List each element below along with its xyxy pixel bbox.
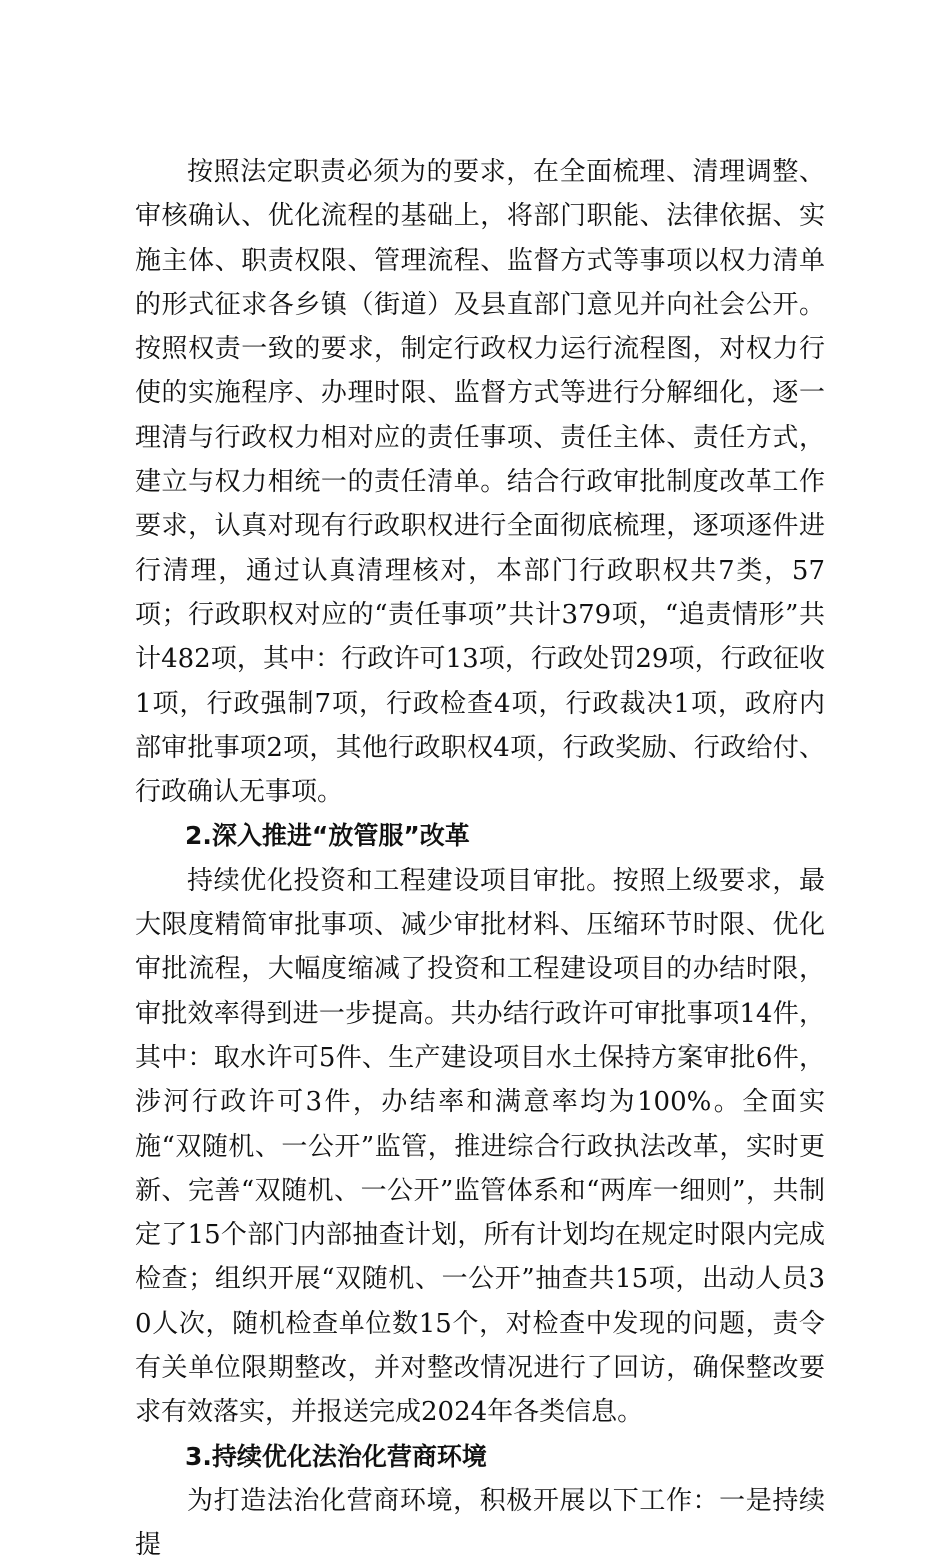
body-paragraph-2: 持续优化投资和工程建设项目审批。按照上级要求，最大限度精简审批事项、减少审批材料、压缩环节时限、优化审批流程，大幅度缩减了投资和工程建设项目的办结时限，审批效率得到进一步提高。共办结行政许可审批事项14件，其中：取水许可5件、生产建设项目水土保持方案审批6件，涉河行政许可3件，办结率和满意率均为100%。全面实施“双随机、一公开”监管，推进综合行政执法改革，实时更新、完善“双随机、一公开”监管体系和“两库一细则”，共制定了15个部门内部抽查计划，所有计划均在规定时限内完成检查；组织开展“双随机、一公开”抽查共15项，出动人员30人次，随机检查单位数15个，对检查中发现的问题，责令有关单位限期整改，并对整改情况进行了回访，确保整改要求有效落实，并报送完成2024年各类信息。 [135,865,825,1428]
section-heading-3: 3.持续优化法治化营商环境 [185,1441,487,1471]
document-body [135,150,825,1568]
body-paragraph-1: 按照法定职责必须为的要求，在全面梳理、清理调整、审核确认、优化流程的基础上，将部门职能、法律依据、实施主体、职责权限、管理流程、监督方式等事项以权力清单的形式征求各乡镇（街道）及县直部门意见并向社会公开。按照权责一致的要求，制定行政权力运行流程图，对权力行使的实施程序、办理时限、监督方式等进行分解细化，逐一理清与行政权力相对应的责任事项、责任主体、责任方式，建立与权力相统一的责任清单。结合行政审批制度改革工作要求，认真对现有行政职权进行全面彻底梳理，逐项逐件进行清理，通过认真清理核对，本部门行政职权共7类，57项；行政职权对应的“责任事项”共计379项，“追责情形”共计482项，其中：行政许可13项，行政处罚29项，行政征收1项，行政强制7项，行政检查4项，行政裁决1项，政府内部审批事项2项，其他行政职权4项，行政奖励、行政给付、行政确认无事项。 [135,157,825,808]
section-heading-2: 2.深入推进“放管服”改革 [185,821,470,851]
body-paragraph-3: 为打造法治化营商环境，积极开展以下工作：一是持续提 [135,1485,825,1561]
